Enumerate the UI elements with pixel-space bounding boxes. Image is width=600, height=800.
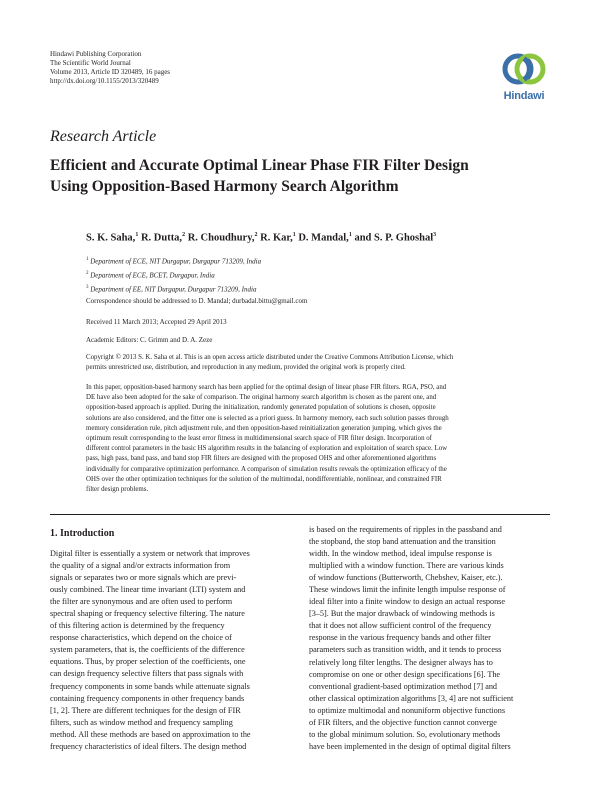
author-name: S. K. Saha, <box>86 232 136 244</box>
hindawi-logo <box>498 48 550 106</box>
affiliation-text: Department of EE, NIT Durgapur, Durgapur 713209, India <box>90 284 257 293</box>
academic-editors: Academic Editors: C. Grimm and D. A. Zeze <box>86 336 213 344</box>
body-line: system parameters, that is, the coefficients of the difference <box>50 645 245 655</box>
affiliation-number: 3 <box>86 284 89 290</box>
body-line: of this filtering action is determined by the frequency <box>50 621 225 631</box>
logo-wordmark: Hindawi <box>503 90 545 102</box>
body-line: is based on the requirements of ripples in the passband and <box>309 525 502 534</box>
body-line: of FIR filters, and the objective function cannot converge <box>309 717 497 727</box>
affiliation-number: 1 <box>86 257 89 262</box>
abstract-line: memory consideration rule, pitch adjustment rule, and then opposition-based reinitialization generation jumping, which gives the <box>86 424 442 432</box>
abstract-line: In this paper, opposition-based harmony search has been applied for the optimal design of linear phase FIR filters. RGA, PSO, and <box>86 384 447 391</box>
abstract-line: different control parameters in the basic HS algorithm results in the balancing of exploration and exploitation of search space. Low <box>86 445 448 453</box>
journal-header <box>50 50 350 86</box>
abstract <box>86 383 550 495</box>
abstract-line: optimum result corresponding to the least error fitness in multidimensional search space of FIR filter design. Incorporation of <box>86 435 432 443</box>
abstract-line: individually for comparative optimization performance. A comparison of simulation results reveals the optimization efficacy of the <box>86 465 447 473</box>
abstract-line: DE have also been adopted for the sake of comparison. The original harmony search algorithm is chosen as the parent one, and <box>86 394 437 402</box>
title-line: Efficient and Accurate Optimal Linear Phase FIR Filter Design <box>50 157 469 174</box>
body-line: containing frequency components in other frequency bands <box>50 693 245 703</box>
affiliation-number: 2 <box>86 270 89 276</box>
body-column-right <box>309 524 550 753</box>
author-affiliation-mark: 3 <box>433 232 437 238</box>
body-line: [3–5]. But the major drawback of windowing methods is <box>309 609 495 619</box>
publisher-line: Hindawi Publishing Corporation <box>50 50 142 58</box>
volume-line: Volume 2013, Article ID 320489, 16 pages <box>50 68 171 76</box>
body-line: multiplied with a window function. There are various kinds <box>309 561 504 571</box>
body-line: compromise on one or other design specifications [6]. The <box>309 669 501 679</box>
body-line: Digital filter is essentially a system or network that improves <box>50 549 250 558</box>
body-line: spectral shaping or frequency selective filtering. The nature <box>50 609 245 619</box>
abstract-line: opposition-based approach is applied. During the initialization, randomly generated population of solutions is chosen, opposite <box>86 404 436 412</box>
journal-line: The Scientific World Journal <box>50 59 131 67</box>
abstract-line: solutions are also considered, and the fitter one is selected as a priori guess. In harmony memory, each such solution passes through <box>86 414 449 422</box>
author-affiliation-mark: 1 <box>135 232 139 238</box>
body-line: conventional gradient-based optimization method [7] and <box>309 681 498 691</box>
abstract-line: OHS over the other optimization techniques for the solution of the multimodal, nondifferentiable, nonlinear, and constrained FIR <box>86 475 442 483</box>
body-line: These windows limit the infinite length impulse response of <box>309 585 506 595</box>
author-name: R. Dutta, <box>138 232 183 244</box>
section-divider <box>50 514 550 515</box>
body-line: response characteristics, which depend on the choice of <box>50 633 232 643</box>
body-line: other classical optimization algorithms [3, 4] are not sufficient <box>309 693 514 703</box>
body-line: the quality of a signal and/or extracts information from <box>50 561 231 571</box>
body-line: method. All these methods are based on approximation to the <box>50 729 251 739</box>
body-line: frequency components in some bands while attenuate signals <box>50 681 250 691</box>
body-line: [1, 2]. There are different techniques for the design of FIR <box>50 705 241 715</box>
author-list <box>86 232 436 244</box>
abstract-line: filter design problems. <box>86 486 149 494</box>
article-title <box>50 155 550 197</box>
affiliation-item <box>86 268 261 282</box>
body-line: frequency characteristics of ideal filters. The design method <box>50 741 247 751</box>
body-line: response in the various frequency bands and other filter <box>309 633 491 643</box>
hindawi-logo-icon <box>498 48 550 90</box>
copyright-line: permits unrestricted use, distribution, and reproduction in any medium, provided the original work is properly cited. <box>86 363 406 371</box>
affiliation-text: Department of ECE, BCET, Durgapur, India <box>90 271 215 280</box>
author-name: R. Kar, <box>257 232 293 244</box>
body-line: signals or separates two or more signals which are previ- <box>50 573 237 583</box>
body-line: have been implemented in the design of optimal digital filters <box>309 741 511 751</box>
received-dates: Received 11 March 2013; Accepted 29 April 2013 <box>86 318 227 326</box>
author-affiliation-mark: 2 <box>254 232 258 238</box>
body-line: to the global minimum solution. So, evolutionary methods <box>309 729 501 739</box>
author-name: and S. P. Ghoshal <box>351 232 434 244</box>
title-line: Using Opposition-Based Harmony Search Algorithm <box>50 178 399 195</box>
body-line: ideal filter into a finite window to design an actual response <box>309 597 505 607</box>
body-line: the filter are synonymous and are often used to perform <box>50 597 233 607</box>
affiliations <box>86 254 261 295</box>
body-line: that it does not allow sufficient control of the frequency <box>309 621 492 631</box>
article-type: Research Article <box>50 128 157 145</box>
body-column-left <box>50 548 291 753</box>
body-line: filters, such as window method and frequency sampling <box>50 717 233 727</box>
body-line: ously combined. The linear time invariant (LTI) system and <box>50 585 246 595</box>
body-line: the stopband, the stop band attenuation and the transition <box>309 537 496 547</box>
body-line: width. In the window method, ideal impulse response is <box>309 549 492 559</box>
copyright-line: Copyright © 2013 S. K. Saha et al. This is an open access article distributed under the Creative Commons Attribution License, which <box>86 354 454 361</box>
abstract-line: pass, high pass, band pass, and band stop FIR filters are designed with the proposed OHS and other aforementioned algorithms <box>86 455 437 463</box>
doi-link[interactable]: http://dx.doi.org/10.1155/2013/320489 <box>50 77 159 85</box>
body-line: equations. Thus, by proper selection of the coefficients, one <box>50 657 246 667</box>
author-affiliation-mark: 2 <box>182 232 186 238</box>
body-line: to optimize multimodal and nonuniform objective functions <box>309 705 506 715</box>
body-line: relatively long filter lengths. The designer always has to <box>309 657 493 667</box>
affiliation-text: Department of ECE, NIT Durgapur, Durgapur 713209, India <box>90 257 262 266</box>
author-affiliation-mark: 1 <box>348 232 352 238</box>
author-affiliation-mark: 1 <box>292 232 296 238</box>
copyright-notice <box>86 353 550 372</box>
body-line: can design frequency selective filters that pass signals with <box>50 669 244 679</box>
affiliation-item <box>86 282 261 296</box>
body-line: parameters such as transition width, and it tends to process <box>309 645 502 655</box>
author-name: R. Choudhury, <box>185 232 255 244</box>
affiliation-item <box>86 254 261 268</box>
section-heading: 1. Introduction <box>50 528 115 539</box>
correspondence-line: Correspondence should be addressed to D. Mandal; durbadal.bittu@gmail.com <box>86 297 308 305</box>
author-name: D. Mandal, <box>295 232 349 244</box>
body-line: of window functions (Butterworth, Chebshev, Kaiser, etc.). <box>309 573 503 583</box>
